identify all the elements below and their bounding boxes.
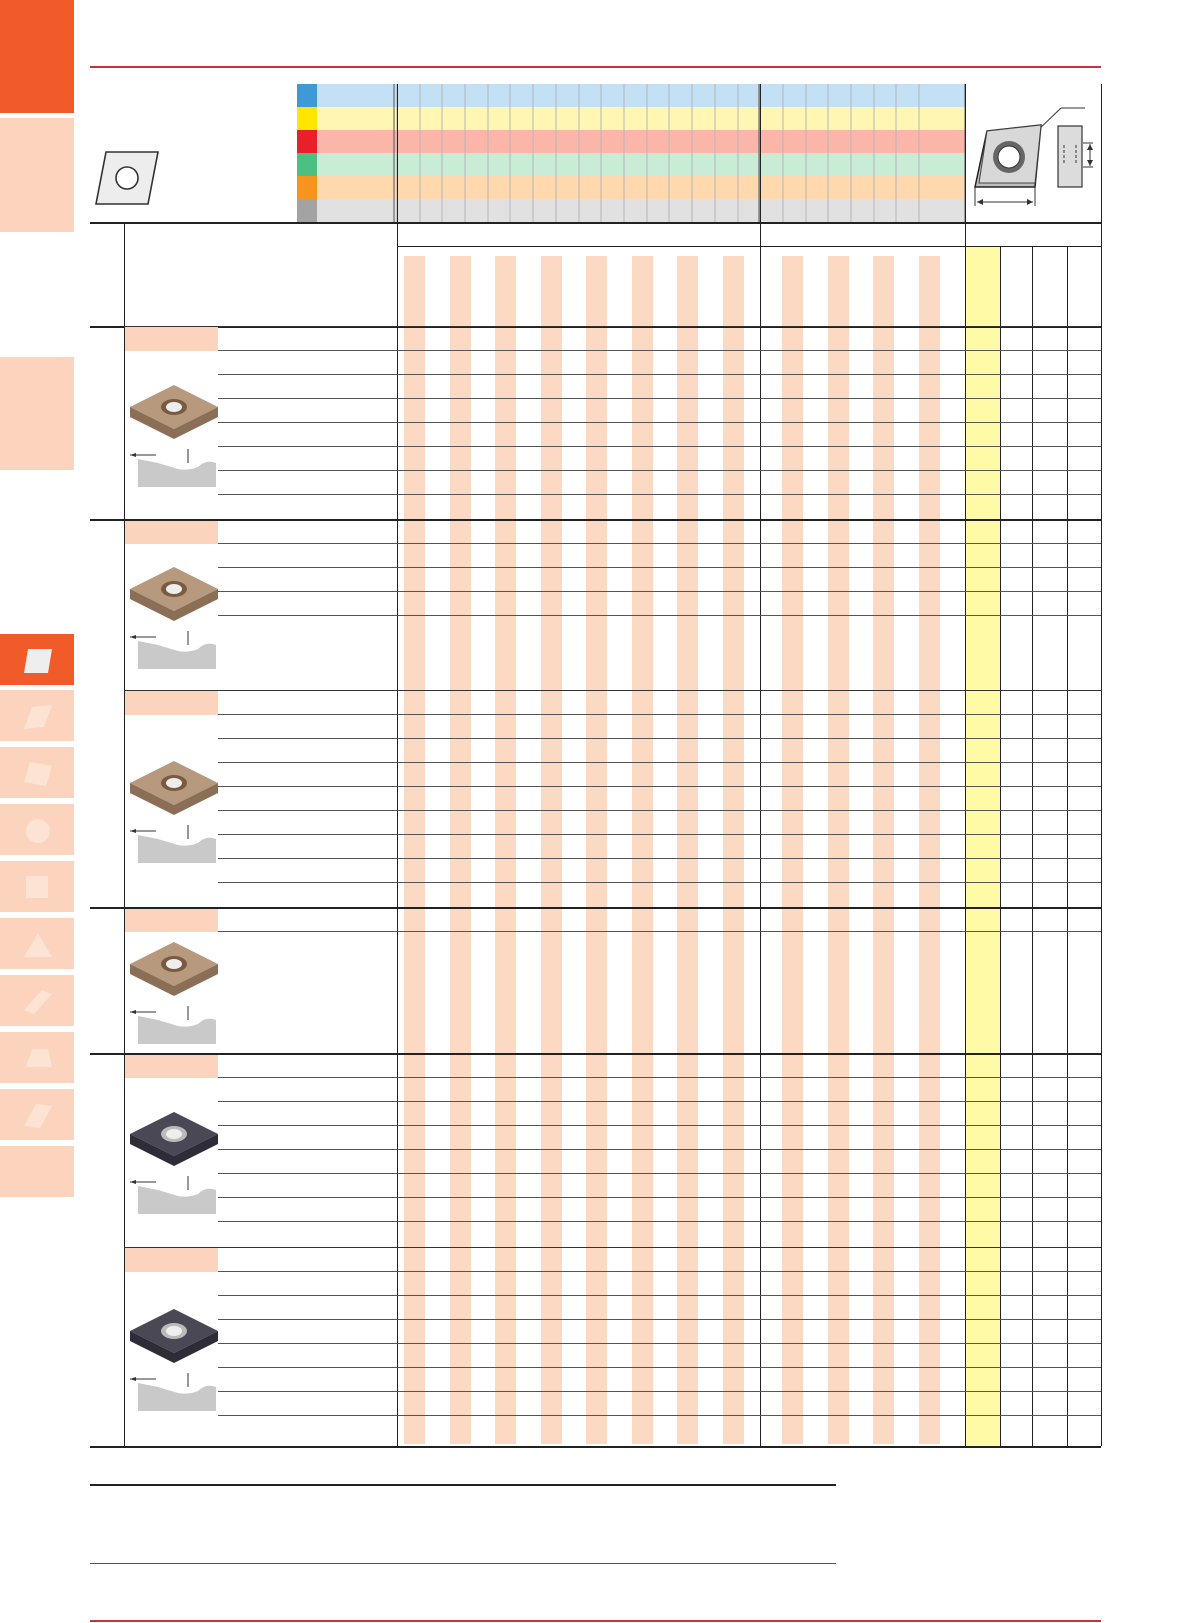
chip-breaker-profile-icon xyxy=(128,1176,216,1214)
brown-square-insert-icon xyxy=(128,759,220,819)
row-rule xyxy=(124,326,1101,327)
section-label xyxy=(125,1054,218,1078)
row-rule xyxy=(218,567,1101,568)
grade-stripe xyxy=(828,256,849,1444)
chip-breaker-profile-icon xyxy=(128,1373,216,1411)
row-rule xyxy=(218,1149,1101,1150)
chip-breaker-profile-icon xyxy=(128,631,216,669)
row-rule xyxy=(218,882,1101,883)
section-label xyxy=(125,908,218,932)
section-rule xyxy=(90,1053,1101,1055)
grade-stripe xyxy=(632,256,653,1444)
dark-square-insert-icon xyxy=(128,1307,220,1367)
brown-square-insert-icon xyxy=(128,565,220,625)
row-rule xyxy=(218,858,1101,859)
brown-square-insert-icon xyxy=(128,940,220,1000)
grade-stripe xyxy=(404,256,425,1444)
row-rule xyxy=(124,1247,1101,1248)
chip-breaker-profile-icon xyxy=(128,825,216,863)
chip-breaker-profile-icon xyxy=(128,449,216,487)
chip-breaker-profile-icon xyxy=(128,1006,216,1044)
section-label xyxy=(125,520,218,544)
section-label xyxy=(125,327,218,351)
row-rule xyxy=(218,834,1101,835)
insert-dimension-drawing-icon xyxy=(965,95,1105,220)
dark-square-insert-icon xyxy=(128,1110,220,1170)
table-rule xyxy=(397,246,1101,247)
row-rule xyxy=(218,810,1101,811)
row-rule xyxy=(218,1295,1101,1296)
table-rule xyxy=(1067,246,1068,1446)
row-rule xyxy=(218,1077,1101,1078)
row-rule xyxy=(218,1391,1101,1392)
row-rule xyxy=(218,591,1101,592)
table-rule xyxy=(965,84,966,1446)
grade-stripe xyxy=(873,256,894,1444)
row-rule xyxy=(218,1271,1101,1272)
grade-stripe xyxy=(919,256,940,1444)
grade-stripe xyxy=(541,256,562,1444)
section-rule xyxy=(90,907,1101,909)
row-rule xyxy=(218,1343,1101,1344)
table-rule xyxy=(760,84,761,1446)
section-rule xyxy=(90,519,1101,521)
table-rule xyxy=(397,84,398,1446)
row-rule xyxy=(218,1173,1101,1174)
row-rule xyxy=(218,446,1101,447)
row-rule xyxy=(218,1319,1101,1320)
brown-square-insert-icon xyxy=(128,383,220,443)
row-rule xyxy=(218,398,1101,399)
grade-stripe xyxy=(586,256,607,1444)
grade-stripe xyxy=(495,256,516,1444)
row-rule xyxy=(218,1125,1101,1126)
row-rule xyxy=(124,690,1101,691)
table-rule xyxy=(90,1446,1101,1448)
row-rule xyxy=(218,1221,1101,1222)
row-rule xyxy=(218,714,1101,715)
row-rule xyxy=(218,615,1101,616)
row-rule xyxy=(218,1197,1101,1198)
row-rule xyxy=(218,543,1101,544)
row-rule xyxy=(218,762,1101,763)
section-label xyxy=(125,1248,218,1272)
recommend-column xyxy=(965,246,1000,1446)
section-label xyxy=(125,691,218,715)
grade-stripe xyxy=(723,256,744,1444)
row-rule xyxy=(218,931,1101,932)
row-rule xyxy=(218,494,1101,495)
row-rule xyxy=(218,1367,1101,1368)
row-rule xyxy=(218,374,1101,375)
row-rule xyxy=(218,350,1101,351)
table-rule xyxy=(1000,246,1001,1446)
table-rule xyxy=(1101,84,1102,1446)
table-rule xyxy=(1032,246,1033,1446)
row-rule xyxy=(218,786,1101,787)
grade-stripe xyxy=(450,256,471,1444)
row-rule xyxy=(218,1415,1101,1416)
footnote-top-rule xyxy=(90,1484,836,1486)
grade-stripe xyxy=(677,256,698,1444)
grade-stripe xyxy=(782,256,803,1444)
row-rule xyxy=(218,738,1101,739)
table-rule xyxy=(90,222,1101,224)
footnote-bottom-rule xyxy=(90,1563,836,1564)
row-rule xyxy=(218,470,1101,471)
row-rule xyxy=(218,1101,1101,1102)
row-rule xyxy=(218,422,1101,423)
